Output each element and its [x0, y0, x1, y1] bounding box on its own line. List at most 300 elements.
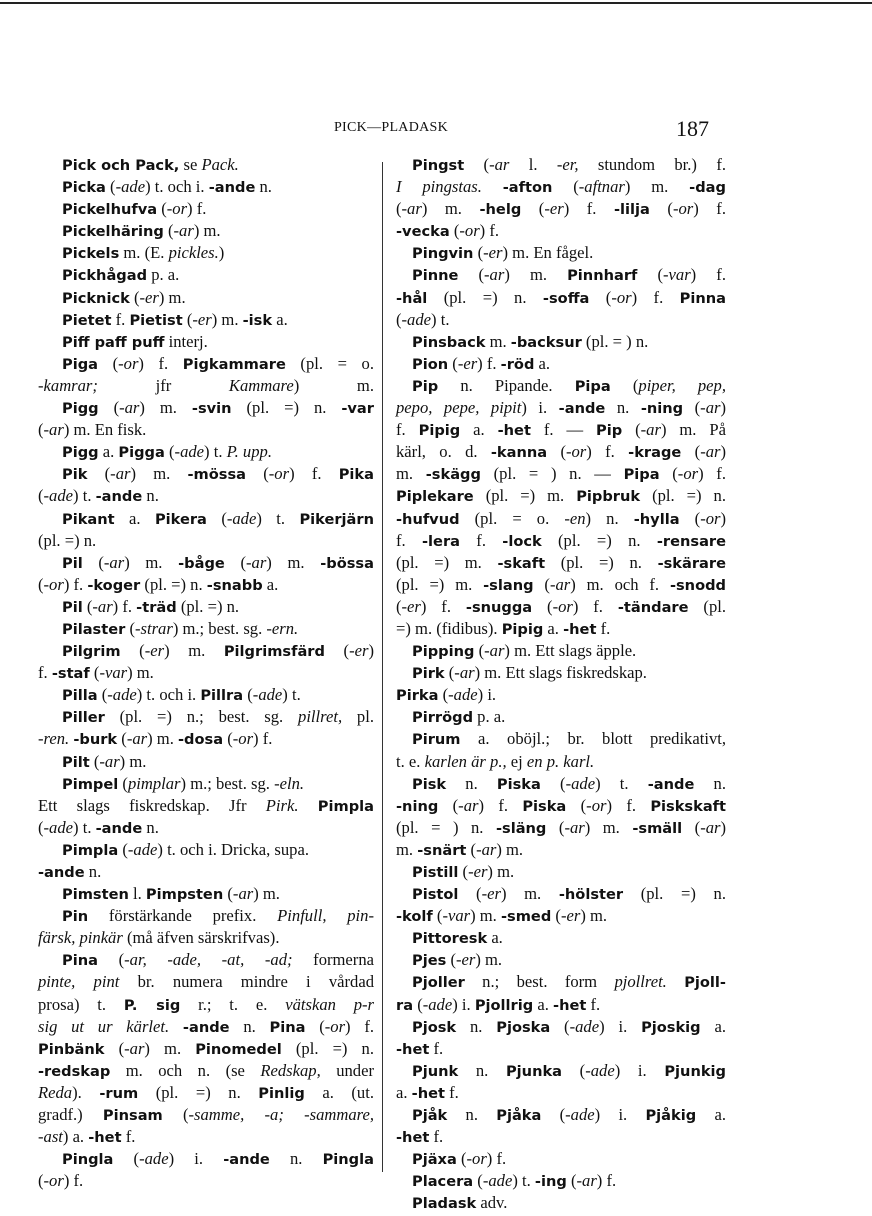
italic-text: -ar: [640, 420, 661, 440]
headword: Pinsback: [412, 333, 486, 351]
dictionary-line: [38, 905, 374, 927]
italic-text: -ar: [401, 199, 422, 219]
entry-text: (: [456, 1149, 467, 1169]
dictionary-line: [396, 1148, 726, 1170]
headword: Pil: [62, 554, 83, 572]
dictionary-line: [38, 1016, 374, 1038]
entry-text: (: [474, 641, 485, 661]
headword: Pickelhäring: [62, 223, 164, 241]
headword: -staf: [51, 665, 90, 683]
entry-text: (: [82, 552, 104, 572]
italic-text: -or: [586, 795, 607, 815]
dictionary-line: [38, 1170, 374, 1192]
italic-text: -or: [466, 1149, 487, 1169]
entry-text: ) m.: [193, 221, 221, 241]
entry-text: (: [105, 177, 116, 197]
entry-text: (: [98, 398, 120, 418]
entry-text: (: [659, 464, 678, 484]
headword: -ande: [223, 1151, 270, 1169]
italic-text: -ar: [119, 398, 140, 418]
entry-text: (: [521, 199, 545, 219]
entry-text: (pl. =) n.: [640, 486, 726, 506]
headword: -soffa: [542, 289, 590, 307]
italic-text: -ar: [110, 464, 131, 484]
entry-text: (: [681, 442, 701, 462]
right-column: [396, 154, 726, 1215]
dictionary-line: [38, 927, 374, 949]
entry-text: p. a.: [147, 265, 180, 285]
headword: Pingla: [322, 1151, 374, 1169]
dictionary-line: [38, 817, 374, 839]
headword: Pigg: [62, 400, 99, 418]
entry-text: (: [550, 1016, 570, 1036]
dictionary-line: [38, 264, 374, 286]
headword: Pil: [62, 598, 83, 616]
headword: Pinne: [412, 267, 459, 285]
entry-text: (pl. = o.: [459, 508, 565, 528]
italic-text: -er: [544, 199, 564, 219]
entry-text: n.: [458, 1060, 506, 1080]
entry-text: p. a.: [473, 707, 506, 727]
dictionary-line: [396, 485, 726, 507]
dictionary-line: [396, 441, 726, 463]
headword: Piff paff puff: [62, 333, 165, 351]
entry-text: a.: [114, 508, 155, 528]
headword: Pietet: [62, 311, 112, 329]
entry-text: br. numera mindre i vårdad: [119, 972, 374, 992]
entry-text: interj.: [164, 331, 208, 351]
entry-text: ).: [72, 1082, 100, 1102]
entry-text: n.: [142, 817, 159, 837]
entry-text: f.: [396, 420, 419, 440]
entry-text: ) m.: [253, 884, 280, 904]
left-column: [38, 154, 374, 1192]
entry-text: ) m.: [158, 287, 186, 307]
headword: -burk: [73, 731, 118, 749]
italic-text: -ar: [232, 884, 254, 904]
entry-text: ) i.: [614, 1060, 665, 1080]
entry-text: (: [118, 773, 128, 793]
headword: Pina: [269, 1018, 306, 1036]
dictionary-line: [396, 640, 726, 662]
dictionary-line: [396, 530, 726, 552]
entry-text: (pl. =) n.: [38, 530, 97, 550]
entry-text: ) m.: [266, 552, 321, 572]
headword: -snärt: [417, 841, 467, 859]
headword: -het: [411, 1084, 445, 1102]
entry-text: f. —: [530, 420, 597, 440]
headword: -snodd: [669, 576, 726, 594]
entry-text: ) f.: [631, 287, 680, 307]
entry-text: (: [97, 685, 108, 705]
headword: -var: [341, 400, 374, 418]
italic-text: -or: [611, 287, 632, 307]
italic-text: -ar: [476, 839, 497, 859]
headword: Pjoska: [496, 1018, 551, 1036]
entry-text: ) f.: [698, 464, 726, 484]
italic-text: -ar: [576, 1171, 597, 1191]
dictionary-line: [396, 751, 726, 773]
entry-text: (: [223, 884, 233, 904]
entry-text: (: [622, 420, 641, 440]
entry-text: ) m.: [119, 751, 147, 771]
entry-text: ) m.; best. sg.: [172, 618, 267, 638]
headword: Piga: [62, 355, 98, 373]
italic-text: -ade: [569, 1016, 600, 1036]
dictionary-line: [396, 176, 726, 198]
entry-text: under: [320, 1060, 374, 1080]
dictionary-line: [396, 198, 726, 220]
entry-text: (: [466, 839, 477, 859]
entry-text: ) f.: [586, 442, 629, 462]
headword: Pigg: [62, 444, 99, 462]
entry-text: ) t.: [431, 309, 450, 329]
italic-text: karlen är p.,: [424, 751, 507, 771]
italic-text: -er: [560, 906, 581, 926]
headword: Pick och Pack,: [62, 157, 180, 174]
page-number: 187: [676, 116, 709, 141]
entry-text: (: [473, 243, 484, 263]
entry-text: ) f.: [63, 1171, 84, 1191]
entry-text: (: [89, 751, 100, 771]
headword: -ing: [534, 1173, 567, 1191]
entry-text: ): [720, 398, 726, 418]
entry-text: (: [679, 508, 701, 528]
entry-text: l.: [128, 884, 146, 904]
entry-text: ) f.: [596, 1171, 617, 1191]
entry-text: ) f.: [63, 574, 88, 594]
entry-text: f.: [429, 1038, 444, 1058]
italic-text: pinte, pint: [38, 972, 120, 992]
headword: -smed: [500, 908, 552, 926]
entry-text: (: [683, 398, 701, 418]
italic-text: -ade: [585, 1060, 615, 1080]
headword: Pinlig: [258, 1084, 305, 1102]
entry-text: (: [206, 508, 227, 528]
entry-text: f.: [396, 530, 422, 550]
entry-text: ) f.: [345, 1016, 375, 1036]
italic-text: -ar: [43, 420, 64, 440]
italic-text: -ade: [565, 1105, 595, 1125]
entry-text: (: [458, 265, 485, 285]
entry-text: (pl. =) n.: [427, 287, 543, 307]
italic-text: -ade: [139, 1149, 169, 1169]
entry-text: ) a.: [62, 1127, 89, 1147]
italic-text: -ar, -ade, -at, -ad;: [124, 950, 293, 970]
headword: -helg: [479, 201, 522, 219]
entry-text: n.: [269, 1149, 323, 1169]
headword: ra: [396, 996, 414, 1014]
italic-text: -or: [677, 464, 699, 484]
italic-text: I pingstas.: [396, 177, 482, 197]
headword: Pjoller: [412, 974, 465, 992]
headword: Pjoskig: [641, 1018, 701, 1036]
headword: -het: [563, 620, 597, 638]
dictionary-line: [38, 684, 374, 706]
entry-text: ) n.: [585, 508, 634, 528]
headword: Pinbänk: [38, 1040, 105, 1058]
headword: -hål: [396, 289, 428, 307]
headword: Pinnharf: [567, 267, 638, 285]
entry-text: (: [305, 1016, 325, 1036]
entry-text: [482, 177, 503, 196]
entry-text: a. (ut.: [304, 1082, 374, 1102]
entry-text: ) m.: [164, 641, 224, 661]
headword: Pisk: [412, 775, 447, 793]
italic-text: -er: [144, 641, 165, 661]
entry-text: (: [38, 817, 44, 837]
dictionary-line: [38, 242, 374, 264]
dictionary-line: [38, 1104, 374, 1126]
headword: -rensare: [656, 532, 727, 550]
dictionary-line: [396, 706, 726, 728]
headword: -lilja: [613, 201, 650, 219]
headword: Pimpsten: [145, 886, 224, 904]
italic-text: -ade: [115, 177, 146, 197]
italic-text: -ade: [252, 685, 283, 705]
dictionary-line: [38, 751, 374, 773]
entry-text: (: [551, 906, 561, 926]
italic-text: -var: [442, 906, 471, 926]
dictionary-line: [396, 861, 726, 883]
italic-text: -ar: [103, 552, 125, 572]
entry-text: ): [720, 442, 726, 462]
entry-text: (: [540, 773, 566, 793]
entry-text: ) f.: [138, 353, 183, 373]
dictionary-line: [38, 728, 374, 750]
headword: Pilaster: [62, 620, 126, 638]
italic-text: -er,: [556, 155, 579, 174]
headword: -redskap: [38, 1062, 111, 1080]
headword: -afton: [502, 179, 553, 197]
italic-text: en p. karl.: [526, 751, 595, 771]
italic-text: -or: [43, 1171, 64, 1191]
entry-text: ) m. Ett slags fiskredskap.: [474, 663, 647, 683]
italic-text: Reda: [38, 1082, 73, 1102]
entry-text: =) m. (fidibus).: [396, 618, 502, 638]
headword: Pikerjärn: [299, 510, 374, 528]
dictionary-line: [38, 154, 374, 176]
entry-text: (: [566, 795, 587, 815]
entry-text: (: [396, 596, 402, 616]
italic-text: Pinfull, pin-: [277, 906, 374, 926]
italic-text: -ar: [126, 729, 148, 749]
entry-text: Ett slags fiskredskap. Jfr: [38, 795, 266, 815]
entry-text: ) f.: [606, 795, 651, 815]
italic-text: -ade: [107, 685, 137, 705]
headword: Pjunka: [505, 1062, 563, 1080]
entry-text: a.: [98, 442, 119, 462]
entry-text: a.: [396, 1082, 412, 1102]
headword: Pietist: [129, 311, 183, 329]
entry-text: (: [113, 1149, 140, 1169]
entry-text: ) t.: [73, 817, 96, 837]
headword: -het: [553, 996, 587, 1014]
dictionary-line: [396, 508, 726, 530]
entry-text: ) f.: [479, 221, 500, 241]
italic-text: pepo, pepe, pipit: [396, 398, 522, 418]
headword: Pingvin: [412, 245, 474, 263]
headword: -skaft: [497, 554, 546, 572]
entry-text: (: [438, 795, 459, 815]
italic-text: -or: [552, 596, 573, 616]
entry-text: ) m.: [139, 398, 192, 418]
entry-text: ) m. Ett slags äpple.: [504, 641, 637, 661]
dictionary-line: [38, 1082, 374, 1104]
dictionary-line: [38, 375, 374, 397]
headword: Pinomedel: [195, 1040, 282, 1058]
italic-text: -ar: [124, 1038, 145, 1058]
entry-text: adv.: [476, 1193, 508, 1213]
italic-text: -or: [232, 729, 254, 749]
entry-text: ) m.: [624, 177, 690, 197]
entry-text: ) t.: [595, 773, 648, 793]
entry-text: (pl. = o.: [285, 353, 374, 373]
headword: Pin: [62, 908, 89, 926]
italic-text: -er: [483, 243, 503, 263]
headword: Piplekare: [396, 488, 474, 506]
entry-text: n. Pipande.: [438, 375, 575, 395]
headword: Pipping: [412, 643, 475, 661]
italic-text: -ren.: [38, 729, 70, 749]
headword: -slang: [483, 576, 534, 594]
entry-text: (: [82, 596, 93, 616]
headword: Pjollrig: [474, 996, 534, 1014]
headword: Pipa: [623, 466, 660, 484]
italic-text: -or: [565, 442, 587, 462]
dictionary-line: [38, 1126, 374, 1148]
entry-text: (: [117, 729, 127, 749]
entry-text: ) t. och i.: [145, 177, 209, 197]
entry-text: (: [396, 199, 402, 219]
dictionary-line: [38, 353, 374, 375]
entry-text: (: [610, 375, 639, 395]
dictionary-line: [396, 397, 726, 419]
dictionary-line: [396, 220, 726, 242]
headword: -svin: [191, 400, 232, 418]
entry-text: förstärkande prefix.: [88, 906, 278, 926]
dictionary-line: [396, 817, 726, 839]
italic-text: pillret,: [298, 707, 343, 727]
headword: -het: [396, 1129, 430, 1147]
entry-text: ) f.: [572, 596, 618, 616]
entry-text: (: [164, 442, 175, 462]
entry-text: (: [589, 287, 612, 307]
italic-text: -ar: [564, 817, 585, 837]
entry-text: ) t. och i.: [136, 685, 201, 705]
headword: Pina: [62, 952, 98, 970]
entry-text: (pl. =) n.: [281, 1038, 374, 1058]
dictionary-line: [396, 574, 726, 596]
italic-text: -ade: [565, 773, 596, 793]
entry-text: [667, 972, 684, 991]
headword: Piskskaft: [650, 797, 726, 815]
entry-text: ) i.: [452, 994, 475, 1014]
dictionary-line: [396, 795, 726, 817]
headword: Pirk: [412, 665, 445, 683]
headword: Pjunkig: [664, 1062, 726, 1080]
italic-text: -ar: [92, 596, 113, 616]
entry-text: n.: [447, 1105, 497, 1125]
entry-text: (: [541, 1105, 566, 1125]
entry-text: n.: [694, 773, 726, 793]
headword: Pip: [412, 377, 439, 395]
headword: Pilt: [62, 753, 90, 771]
italic-text: pimplar: [127, 773, 181, 793]
entry-text: (: [38, 1171, 44, 1191]
headword: -ande: [182, 1018, 230, 1036]
dictionary-line: [38, 795, 374, 817]
headword: -ning: [640, 400, 684, 418]
entry-text: ) m.: [580, 906, 608, 926]
entry-text: ) m.: [584, 817, 633, 837]
dictionary-line: [396, 1170, 726, 1192]
headword: Pingla: [62, 1151, 114, 1169]
headword: Pirum: [412, 731, 461, 749]
headword: Pickhågad: [62, 267, 148, 285]
entry-text: (: [38, 574, 44, 594]
entry-text: ) f.: [477, 353, 501, 373]
dictionary-line: [38, 485, 374, 507]
entry-text: (: [444, 663, 455, 683]
headword: -rum: [99, 1084, 139, 1102]
entry-text: a.: [262, 574, 279, 594]
headword: Pika: [338, 466, 374, 484]
dictionary-line: [38, 662, 374, 684]
entry-text: (pl. =) n.: [176, 596, 240, 616]
italic-text: -ade: [401, 309, 432, 329]
entry-text: n.: [605, 398, 641, 418]
headword: -snugga: [465, 598, 533, 616]
dictionary-line: [38, 287, 374, 309]
headword: Pip: [596, 422, 623, 440]
entry-text: (: [533, 574, 550, 594]
entry-text: ) m.: [127, 663, 154, 683]
italic-text: -or: [268, 464, 290, 484]
entry-text: [169, 1017, 183, 1036]
italic-text: -or: [672, 199, 694, 219]
italic-text: -aftnar: [578, 177, 625, 197]
headword: -röd: [500, 355, 535, 373]
entry-text: (: [566, 1171, 577, 1191]
entry-text: ) f.: [486, 1149, 507, 1169]
headword: Pjunk: [412, 1062, 459, 1080]
entry-text: (pl.: [688, 596, 727, 616]
entry-text: (pl. =) m.: [473, 486, 577, 506]
headword: -ande: [208, 179, 256, 197]
entry-text: (pl. = ) n.: [581, 331, 649, 351]
entry-text: (: [97, 950, 125, 970]
dictionary-line: [396, 596, 726, 618]
dictionary-line: [38, 441, 374, 463]
dictionary-line: [396, 949, 726, 971]
entry-text: ) m.: [211, 309, 243, 329]
entry-text: ) m.: [130, 464, 188, 484]
entry-text: ) i.: [477, 685, 497, 705]
headword: Pirrögd: [412, 709, 474, 727]
headword: Pjes: [412, 952, 447, 970]
italic-text: -er: [455, 950, 476, 970]
entry-text: ) t. och i. Dricka, supa.: [157, 839, 309, 859]
entry-text: ) i.: [599, 1016, 642, 1036]
italic-text: -samme, -a; -sammare,: [188, 1105, 374, 1125]
running-head: PICK—PLADASK: [333, 120, 449, 135]
entry-text: ) t.: [73, 486, 96, 506]
entry-text: (: [223, 729, 233, 749]
entry-text: f.: [460, 530, 503, 550]
entry-text: (: [413, 994, 423, 1014]
entry-text: (: [547, 442, 566, 462]
